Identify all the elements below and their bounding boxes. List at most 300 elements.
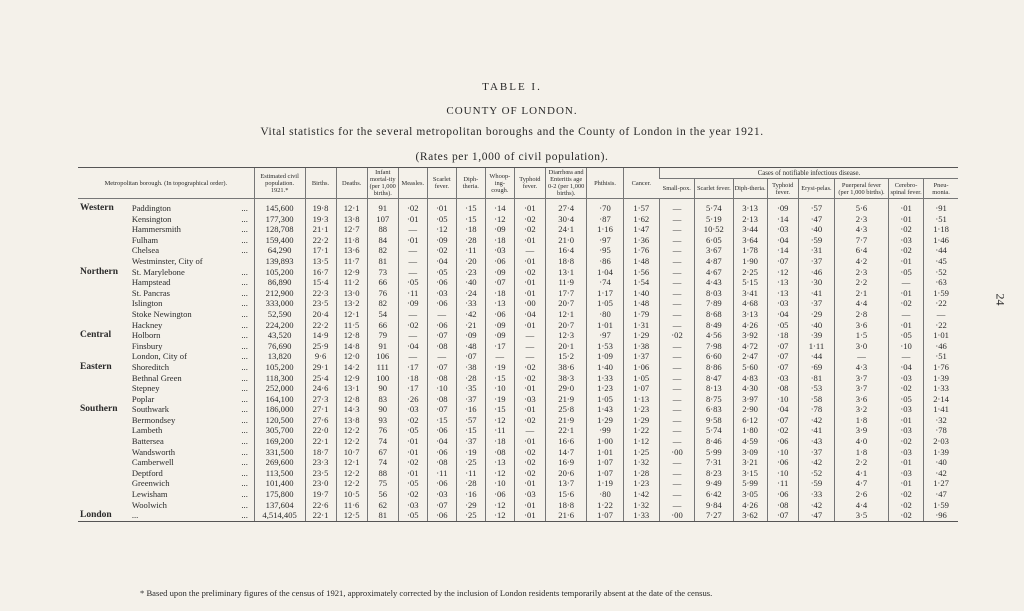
table-cell: ·09: [485, 267, 514, 278]
table-cell: ·01: [514, 500, 545, 511]
table-cell: ·06: [427, 478, 456, 489]
table-cell: ·45: [924, 256, 958, 267]
district-group: [78, 500, 130, 511]
table-cell: ·42: [456, 309, 485, 320]
table-cell: —: [514, 341, 545, 352]
table-cell: 2·14: [924, 394, 958, 405]
table-cell: ·18: [485, 235, 514, 246]
table-cell: ·18: [398, 373, 427, 384]
table-cell: ·05: [427, 214, 456, 225]
table-cell: 13·1: [545, 267, 586, 278]
table-cell: 1·80: [733, 425, 767, 436]
table-cell: 22·3: [305, 288, 336, 299]
table-cell: 90: [367, 404, 398, 415]
table-cell: 1·38: [623, 341, 659, 352]
table-cell: ·80: [587, 489, 623, 500]
district-group: [78, 415, 130, 426]
table-cell: 13,820: [254, 351, 305, 362]
leader-dots: ...: [241, 489, 248, 500]
table-cell: 128,708: [254, 224, 305, 235]
table-cell: 1·22: [587, 500, 623, 511]
table-cell: ·41: [798, 425, 834, 436]
table-cell: 159,400: [254, 235, 305, 246]
table-cell: ·07: [767, 415, 798, 426]
table-cell: ·11: [485, 425, 514, 436]
borough-name: Battersea: [131, 436, 164, 447]
header-measles: Measles.: [398, 168, 427, 199]
table-cell: 66: [367, 320, 398, 331]
table-cell: 1·48: [623, 256, 659, 267]
table-cell: 12·2: [336, 468, 367, 479]
table-cell: 2·8: [835, 309, 889, 320]
borough-name: Hackney: [131, 319, 163, 330]
table-cell: ·01: [398, 436, 427, 447]
table-row: [78, 500, 958, 511]
table-cell: ·04: [427, 436, 456, 447]
table-cell: —: [514, 330, 545, 341]
table-row: [78, 394, 958, 405]
borough-name: Islington: [131, 298, 163, 309]
table-cell: ·03: [514, 489, 545, 500]
table-cell: 4,514,405: [254, 510, 305, 521]
table-cell: 1·23: [623, 478, 659, 489]
table-cell: ·02: [514, 224, 545, 235]
district-group: [78, 288, 130, 299]
table-cell: 23·3: [305, 457, 336, 468]
table-cell: ·48: [456, 341, 485, 352]
table-cell: ·06: [427, 425, 456, 436]
table-cell: —: [398, 224, 427, 235]
borough-name: Stoke Newington: [131, 308, 192, 319]
table-cell: 1·33: [587, 373, 623, 384]
table-cell: 5·15: [733, 277, 767, 288]
table-cell: ·04: [767, 404, 798, 415]
table-row: [78, 320, 958, 331]
table-cell: ·02: [888, 298, 923, 309]
table-cell: 21·6: [545, 510, 586, 521]
table-cell: ·18: [456, 224, 485, 235]
table-cell: ·03: [514, 394, 545, 405]
table-cell: 13·0: [336, 288, 367, 299]
table-cell: 13·8: [336, 415, 367, 426]
table-cell: 1·09: [587, 351, 623, 362]
table-cell: ·97: [587, 235, 623, 246]
table-cell: ·38: [456, 362, 485, 373]
table-cell: ·15: [427, 415, 456, 426]
district-group: [78, 436, 130, 447]
district-group: [78, 383, 130, 394]
header-pneumonia: Pneu-monia.: [924, 179, 958, 199]
leader-dots: ...: [241, 308, 248, 319]
table-cell: 1·33: [623, 510, 659, 521]
borough-name: Poplar: [131, 393, 155, 404]
table-cell: ·37: [456, 394, 485, 405]
table-cell: ·95: [587, 245, 623, 256]
table-cell: ·01: [888, 214, 923, 225]
table-cell: 75: [367, 478, 398, 489]
table-cell: ·02: [514, 362, 545, 373]
table-cell: ·22: [924, 320, 958, 331]
borough-name: Camberwell: [131, 457, 174, 468]
table-cell: ·01: [514, 404, 545, 415]
table-cell: 118,300: [254, 373, 305, 384]
table-cell: —: [398, 351, 427, 362]
leader-dots: ...: [241, 245, 248, 256]
district-group: [78, 309, 130, 320]
table-cell: 1·48: [623, 298, 659, 309]
table-cell: ·03: [767, 298, 798, 309]
table-cell: ·17: [485, 341, 514, 352]
table-cell: —: [659, 309, 694, 320]
table-cell: ·47: [798, 510, 834, 521]
table-cell: ·12: [485, 214, 514, 225]
table-cell: ·96: [924, 510, 958, 521]
table-cell: 1·29: [623, 415, 659, 426]
table-cell: 11·8: [336, 235, 367, 246]
table-cell: ·59: [798, 235, 834, 246]
table-cell: 1·11: [798, 341, 834, 352]
table-cell: ·12: [485, 468, 514, 479]
table-row: [78, 468, 958, 479]
table-cell: 1·07: [587, 510, 623, 521]
table-body: [78, 199, 958, 522]
table-cell: ·12: [485, 510, 514, 521]
table-cell: ·02: [888, 245, 923, 256]
table-cell: 1·8: [835, 415, 889, 426]
table-cell: ·08: [427, 457, 456, 468]
table-cell: 139,893: [254, 256, 305, 267]
table-cell: ·04: [767, 309, 798, 320]
table-cell: 91: [367, 199, 398, 214]
table-cell: 169,200: [254, 436, 305, 447]
table-cell: ·03: [888, 468, 923, 479]
table-cell: ·51: [924, 214, 958, 225]
table-cell: ·02: [514, 373, 545, 384]
table-cell: 11·5: [336, 320, 367, 331]
table-cell: ·17: [398, 362, 427, 373]
leader-dots: ...: [241, 414, 248, 425]
table-cell: 43,520: [254, 330, 305, 341]
table-row: [78, 404, 958, 415]
table-cell: 1·42: [623, 489, 659, 500]
leader-dots: ...: [241, 287, 248, 298]
table-cell: ·40: [456, 277, 485, 288]
leader-dots: ...: [241, 372, 248, 383]
table-cell: ·37: [798, 447, 834, 458]
district-group: [78, 235, 130, 246]
table-cell: 1·37: [623, 351, 659, 362]
table-cell: 16·4: [545, 245, 586, 256]
table-cell: 2·03: [924, 436, 958, 447]
table-cell: 18·7: [305, 447, 336, 458]
header-smallpox: Small-pox.: [659, 179, 694, 199]
table-cell: ·02: [398, 415, 427, 426]
leader-dots: ...: [241, 383, 248, 394]
table-cell: 38·3: [545, 373, 586, 384]
table-cell: 18·8: [545, 500, 586, 511]
table-cell: ·03: [398, 500, 427, 511]
table-cell: 1·90: [733, 256, 767, 267]
table-row: [78, 277, 958, 288]
table-cell: 12·8: [336, 394, 367, 405]
table-row: [78, 267, 958, 278]
leader-dots: ...: [241, 404, 248, 415]
table-cell: ·15: [456, 199, 485, 214]
header-puerperal-fever: Puerperal fever (per 1,000 births).: [835, 179, 889, 199]
table-cell: 1·18: [924, 224, 958, 235]
table-cell: —: [659, 298, 694, 309]
table-cell: 4·87: [695, 256, 733, 267]
table-cell: ·28: [456, 373, 485, 384]
table-cell: 164,100: [254, 394, 305, 405]
table-cell: ·37: [456, 436, 485, 447]
table-cell: 29·1: [305, 362, 336, 373]
table-cell: ·01: [398, 447, 427, 458]
table-row: [78, 383, 958, 394]
table-cell: 21·0: [545, 235, 586, 246]
table-cell: ·02: [398, 320, 427, 331]
table-cell: 74: [367, 436, 398, 447]
table-cell: 252,000: [254, 383, 305, 394]
table-cell: ·70: [587, 199, 623, 214]
table-cell: 23·5: [305, 298, 336, 309]
table-cell: 12·9: [336, 373, 367, 384]
table-cell: 2·3: [835, 214, 889, 225]
table-cell: ·07: [485, 277, 514, 288]
district-group: Eastern: [80, 361, 112, 372]
table-cell: 212,900: [254, 288, 305, 299]
table-cell: 10·5: [336, 489, 367, 500]
header-diphtheria: Diph-theria.: [456, 168, 485, 199]
table-cell: ·32: [924, 415, 958, 426]
table-cell: 62: [367, 500, 398, 511]
table-cell: —: [888, 277, 923, 288]
table-cell: —: [659, 468, 694, 479]
district-group: [78, 394, 130, 405]
table-cell: ·52: [924, 267, 958, 278]
table-cell: —: [398, 245, 427, 256]
table-row: [78, 351, 958, 362]
table-cell: 5·99: [695, 447, 733, 458]
table-cell: 22·1: [305, 510, 336, 521]
table-cell: 3·67: [695, 245, 733, 256]
table-cell: 1·07: [587, 457, 623, 468]
leader-dots: ...: [241, 478, 248, 489]
borough-name: Hammersmith: [131, 224, 181, 235]
table-cell: —: [659, 436, 694, 447]
table-cell: —: [659, 224, 694, 235]
table-cell: 1·59: [924, 500, 958, 511]
table-cell: 1·05: [587, 298, 623, 309]
table-cell: 2·90: [733, 404, 767, 415]
table-cell: —: [659, 245, 694, 256]
table-cell: ·01: [888, 457, 923, 468]
table-cell: 22·2: [305, 320, 336, 331]
table-cell: ·10: [485, 478, 514, 489]
table-cell: 8·86: [695, 362, 733, 373]
district-group: [78, 341, 130, 352]
table-cell: 16·6: [545, 436, 586, 447]
borough-name: Bethnal Green: [131, 372, 182, 383]
table-cell: ·06: [427, 320, 456, 331]
table-cell: 82: [367, 245, 398, 256]
leader-dots: ...: [241, 393, 248, 404]
borough-name: Paddington: [131, 203, 171, 213]
district-group: [78, 277, 130, 288]
table-cell: 12·1: [336, 199, 367, 214]
borough-name: Hampstead: [131, 277, 171, 288]
table-cell: 8·46: [695, 436, 733, 447]
table-cell: 4·0: [835, 436, 889, 447]
table-cell: 1·46: [924, 235, 958, 246]
table-cell: ·20: [456, 256, 485, 267]
header-cerebro-spinal-fever: Cerebro-spinal fever.: [888, 179, 923, 199]
table-cell: 76: [367, 288, 398, 299]
table-cell: 22·1: [545, 425, 586, 436]
table-cell: ·15: [485, 373, 514, 384]
district-group: [78, 256, 130, 267]
table-cell: ·02: [514, 447, 545, 458]
table-cell: 1·79: [623, 309, 659, 320]
table-cell: 7·98: [695, 341, 733, 352]
borough-name: Woolwich: [131, 499, 167, 510]
table-cell: ·10: [767, 447, 798, 458]
table-cell: ·06: [767, 436, 798, 447]
table-cell: ·37: [798, 298, 834, 309]
table-cell: 1·78: [733, 245, 767, 256]
table-cell: ·02: [398, 489, 427, 500]
table-cell: 4·26: [733, 320, 767, 331]
table-cell: 93: [367, 415, 398, 426]
table-cell: 5·74: [695, 199, 733, 214]
table-cell: ·01: [514, 478, 545, 489]
table-cell: 5·74: [695, 425, 733, 436]
table-cell: 13·6: [336, 245, 367, 256]
table-cell: —: [659, 267, 694, 278]
table-row: [78, 245, 958, 256]
table-cell: 4·3: [835, 362, 889, 373]
table-cell: 13·2: [336, 298, 367, 309]
table-cell: 1·31: [623, 320, 659, 331]
table-cell: 3·15: [733, 468, 767, 479]
table-cell: 4·26: [733, 500, 767, 511]
table-cell: 2·47: [733, 351, 767, 362]
table-cell: 12·7: [336, 224, 367, 235]
table-cell: ·06: [427, 277, 456, 288]
leader-dots: ...: [241, 446, 248, 457]
table-cell: 12·1: [336, 309, 367, 320]
table-cell: ·06: [767, 457, 798, 468]
table-cell: ·12: [427, 224, 456, 235]
table-cell: 19·8: [305, 199, 336, 214]
table-cell: ·47: [798, 214, 834, 225]
table-cell: ·04: [398, 341, 427, 352]
table-cell: ·33: [798, 489, 834, 500]
table-cell: 76: [367, 425, 398, 436]
table-cell: ·81: [798, 373, 834, 384]
table-cell: 1·16: [587, 224, 623, 235]
table-cell: 175,800: [254, 489, 305, 500]
table-cell: 6·12: [733, 415, 767, 426]
header-cancer: Cancer.: [623, 168, 659, 199]
table-cell: 1·12: [623, 436, 659, 447]
table-cell: ·86: [587, 256, 623, 267]
table-cell: —: [659, 351, 694, 362]
district-group: [78, 478, 130, 489]
header-typhoid-fever: Typhoid fever.: [514, 168, 545, 199]
table-cell: 3·97: [733, 394, 767, 405]
borough-name: Holborn: [131, 330, 161, 341]
table-cell: —: [514, 351, 545, 362]
table-cell: 79: [367, 330, 398, 341]
table-cell: 83: [367, 394, 398, 405]
header-infant-mortality: Infant mortal-ity (per 1,000 births).: [367, 168, 398, 199]
table-cell: ·33: [456, 298, 485, 309]
table-cell: 21·9: [545, 394, 586, 405]
table-cell: 4·1: [835, 468, 889, 479]
table-cell: 81: [367, 256, 398, 267]
table-row: [78, 373, 958, 384]
table-cell: ·02: [767, 425, 798, 436]
table-cell: 67: [367, 447, 398, 458]
table-cell: 13·7: [545, 478, 586, 489]
table-cell: ·08: [485, 447, 514, 458]
table-cell: 3·09: [733, 447, 767, 458]
table-cell: —: [659, 457, 694, 468]
table-cell: 7·31: [695, 457, 733, 468]
table-cell: ·03: [427, 288, 456, 299]
table-cell: —: [659, 425, 694, 436]
table-cell: 14·8: [336, 341, 367, 352]
table-row: [78, 288, 958, 299]
table-cell: 177,300: [254, 214, 305, 225]
table-cell: ·02: [514, 468, 545, 479]
table-cell: —: [659, 383, 694, 394]
table-cell: 1·23: [623, 404, 659, 415]
table-cell: ·00: [659, 510, 694, 521]
table-cell: 8·03: [695, 288, 733, 299]
table-cell: 305,700: [254, 425, 305, 436]
district-group: [78, 351, 130, 362]
table-cell: ·07: [767, 510, 798, 521]
table-cell: ·01: [514, 199, 545, 214]
table-cell: 2·2: [835, 277, 889, 288]
table-cell: ·78: [798, 404, 834, 415]
table-cell: ·01: [888, 415, 923, 426]
table-cell: ·01: [514, 235, 545, 246]
table-cell: ·05: [398, 277, 427, 288]
borough-name: Chelsea: [131, 245, 160, 256]
table-number: TABLE I.: [482, 81, 542, 93]
table-row: [78, 199, 958, 214]
table-cell: ·02: [514, 267, 545, 278]
table-row: [78, 235, 958, 246]
table-cell: 3·13: [733, 199, 767, 214]
table-cell: 3·41: [733, 288, 767, 299]
table-cell: ·09: [767, 199, 798, 214]
table-row: [78, 457, 958, 468]
borough-name: Kensington: [131, 213, 172, 224]
table-cell: ·12: [485, 500, 514, 511]
table-cell: 2·25: [733, 267, 767, 278]
table-cell: 14·2: [336, 362, 367, 373]
table-cell: 23·0: [305, 478, 336, 489]
table-cell: ·02: [514, 415, 545, 426]
table-cell: 25·9: [305, 341, 336, 352]
table-cell: ·01: [514, 436, 545, 447]
table-cell: 1·13: [623, 394, 659, 405]
header-notif-scarlet-fever: Scarlet fever.: [695, 179, 733, 199]
